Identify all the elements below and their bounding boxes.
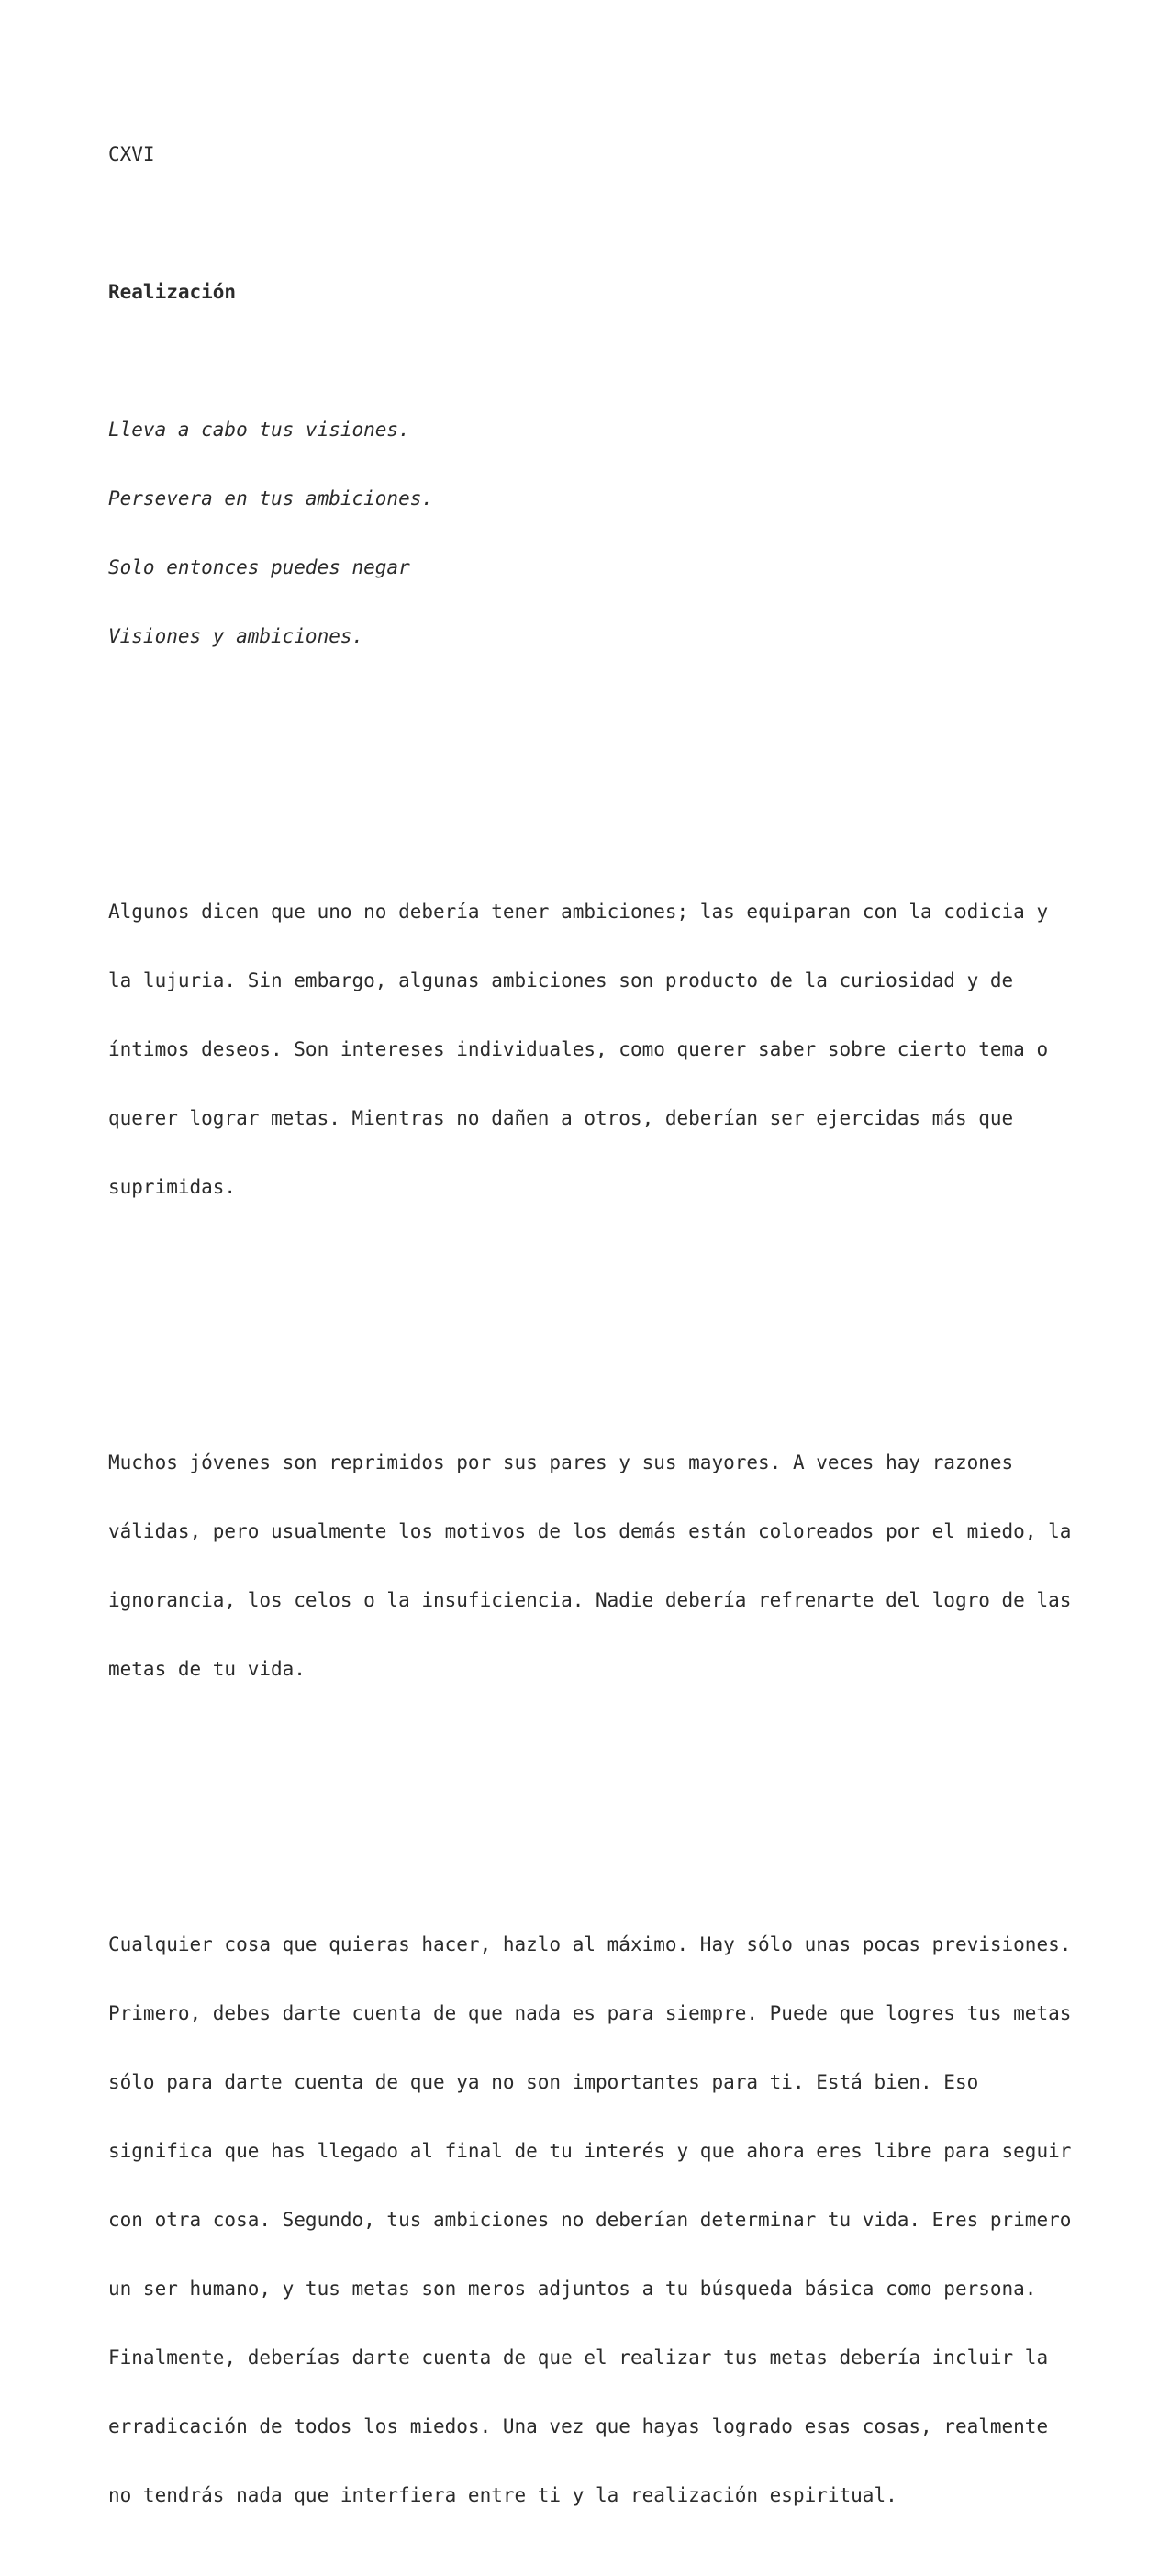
spacer — [108, 763, 1136, 786]
verse-line: Solo entonces puedes negar — [108, 556, 410, 578]
verse-line: Visiones y ambiciones. — [108, 625, 364, 647]
chapter-title: Realización — [108, 281, 237, 303]
paragraph-line: erradicación de todos los miedos. Una vez que hayas logrado esas cosas, realmente — [108, 2415, 1049, 2437]
paragraph-line: Cualquier cosa que quieras hacer, hazlo al máximo. Hay sólo unas pocas previsiones. — [108, 1933, 1072, 1955]
paragraph-line: con otra cosa. Segundo, tus ambiciones no deberían determinar tu vida. Eres primero — [108, 2209, 1072, 2231]
spacer — [108, 1314, 1136, 1337]
paragraph-line: íntimos deseos. Son intereses individuales, como querer saber sobre cierto tema o — [108, 1038, 1049, 1060]
paragraph-line: no tendrás nada que interfiera entre ti y la realización espiritual. — [108, 2484, 897, 2506]
paragraph-line: Finalmente, deberías darte cuenta de que el realizar tus metas debería incluir la — [108, 2346, 1049, 2369]
verse-line: Persevera en tus ambiciones. — [108, 487, 434, 510]
paragraph-line: suprimidas. — [108, 1176, 237, 1198]
paragraph-2 — [108, 1406, 1136, 1727]
paragraph-line: Primero, debes darte cuenta de que nada es para siempre. Puede que logres tus metas — [108, 2002, 1072, 2024]
spacer — [108, 212, 1136, 235]
document-page — [108, 97, 1136, 2576]
paragraph-1 — [108, 855, 1136, 1245]
paragraph-3 — [108, 1887, 1136, 2553]
paragraph-line: un ser humano, y tus metas son meros adjuntos a tu búsqueda básica como persona. — [108, 2278, 1037, 2300]
verse-line: Lleva a cabo tus visiones. — [108, 419, 410, 441]
paragraph-line: Algunos dicen que uno no debería tener ambiciones; las equiparan con la codicia y — [108, 901, 1049, 923]
paragraph-line: metas de tu vida. — [108, 1658, 306, 1680]
paragraph-line: significa que has llegado al final de tu interés y que ahora eres libre para seguir — [108, 2140, 1072, 2162]
paragraph-line: sólo para darte cuenta de que ya no son importantes para ti. Está bien. Eso — [108, 2071, 979, 2093]
paragraph-line: la lujuria. Sin embargo, algunas ambiciones son producto de la curiosidad y de — [108, 969, 1014, 991]
paragraph-line: Muchos jóvenes son reprimidos por sus pares y sus mayores. A veces hay razones — [108, 1451, 1014, 1473]
verse-block — [108, 373, 1136, 694]
paragraph-line: querer lograr metas. Mientras no dañen a otros, deberían ser ejercidas más que — [108, 1107, 1014, 1129]
spacer — [108, 1796, 1136, 1819]
chapter-number: CXVI — [108, 143, 155, 165]
paragraph-line: ignorancia, los celos o la insuficiencia. Nadie debería refrenarte del logro de las — [108, 1589, 1072, 1611]
paragraph-line: válidas, pero usualmente los motivos de los demás están coloreados por el miedo, la — [108, 1520, 1072, 1542]
